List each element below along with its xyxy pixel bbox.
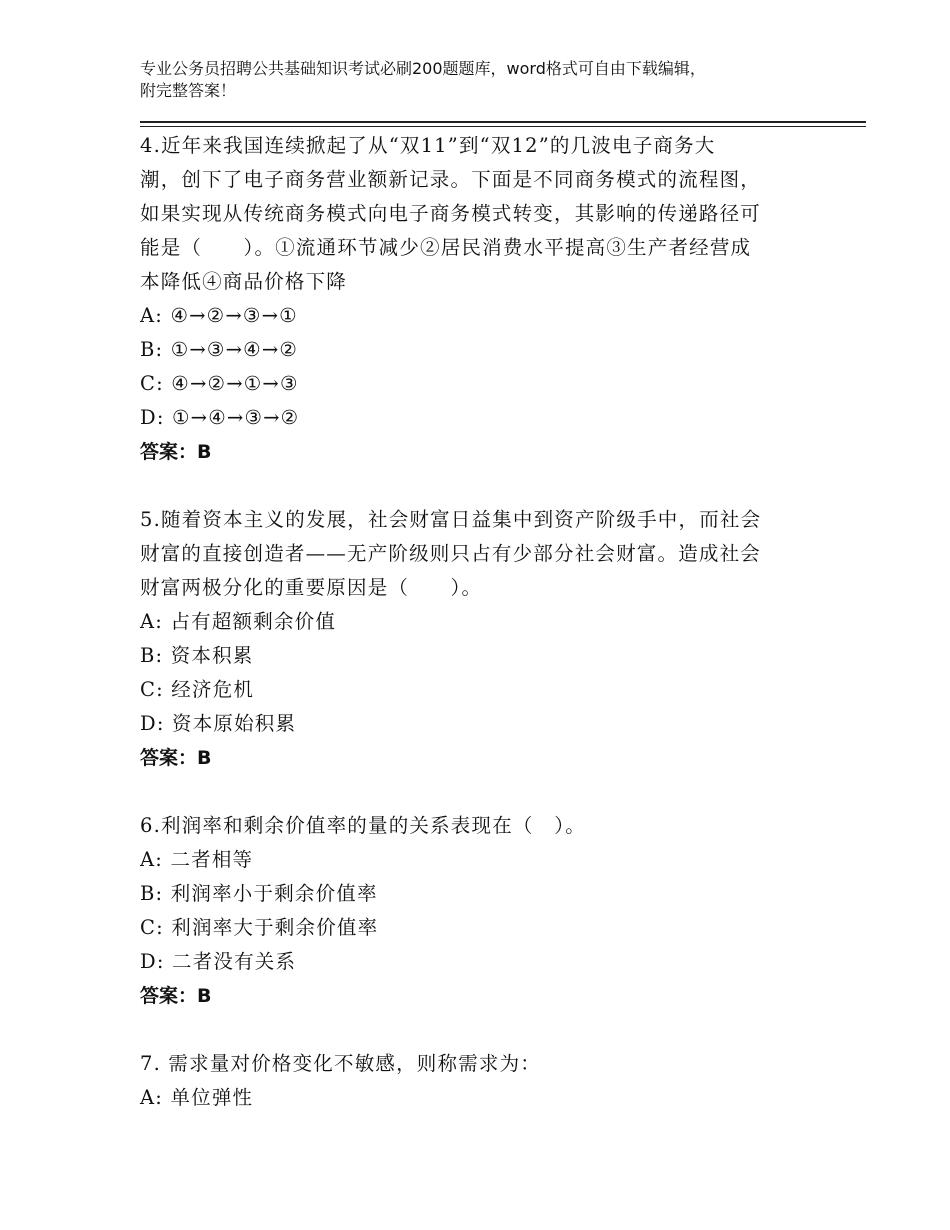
header-rule-thin — [140, 126, 866, 127]
question-text-line: 财富两极分化的重要原因是（ ）。 — [140, 576, 483, 599]
option-b: B: 资本积累 — [140, 644, 254, 667]
question-text-line: 能是（ ）。①流通环节减少②居民消费水平提高③生产者经营成 — [140, 236, 752, 259]
question-7 — [140, 1047, 800, 1115]
spacer — [140, 1013, 800, 1047]
question-6 — [140, 809, 800, 1013]
question-list — [140, 129, 800, 1115]
answer: 答案：B — [140, 747, 212, 769]
question-text-line: 4.近年来我国连续掀起了从“双11”到“双12”的几波电子商务大 — [140, 134, 716, 157]
option-d: D: ①→④→③→② — [140, 406, 300, 429]
option-c: C: 经济危机 — [140, 678, 255, 701]
question-text-line: 财富的直接创造者——无产阶级则只占有少部分社会财富。造成社会 — [140, 542, 762, 565]
option-b: B: ①→③→④→② — [140, 338, 299, 361]
option-d: D: 二者没有关系 — [140, 950, 297, 973]
header-rule-thick — [140, 121, 866, 123]
question-4 — [140, 129, 800, 469]
option-a: A: 二者相等 — [140, 848, 254, 871]
spacer — [140, 469, 800, 503]
option-c: C: 利润率大于剩余价值率 — [140, 916, 379, 939]
question-text-line: 如果实现从传统商务模式向电子商务模式转变，其影响的传递路径可 — [140, 202, 762, 225]
header-line-1: 专业公务员招聘公共基础知识考试必刷200题题库，word格式可自由下载编辑， — [140, 59, 706, 78]
question-text-line: 5.随着资本主义的发展，社会财富日益集中到资产阶级手中，而社会 — [140, 508, 762, 531]
question-5 — [140, 503, 800, 775]
page-header — [140, 58, 820, 102]
answer: 答案：B — [140, 441, 212, 463]
question-text-line: 6.利润率和剩余价值率的量的关系表现在（ ）。 — [140, 814, 586, 837]
option-a: A: ④→②→③→① — [140, 304, 298, 327]
question-text-line: 潮，创下了电子商务营业额新记录。下面是不同商务模式的流程图， — [140, 168, 762, 191]
option-c: C: ④→②→①→③ — [140, 372, 299, 395]
question-text-line: 7. 需求量对价格变化不敏感，则称需求为： — [140, 1052, 542, 1075]
option-a: A: 占有超额剩余价值 — [140, 610, 337, 633]
header-line-2: 附完整答案！ — [140, 81, 237, 100]
option-b: B: 利润率小于剩余价值率 — [140, 882, 378, 905]
answer: 答案：B — [140, 985, 212, 1007]
spacer — [140, 775, 800, 809]
option-a: A: 单位弹性 — [140, 1086, 254, 1109]
option-d: D: 资本原始积累 — [140, 712, 297, 735]
question-text-line: 本降低④商品价格下降 — [140, 270, 348, 293]
